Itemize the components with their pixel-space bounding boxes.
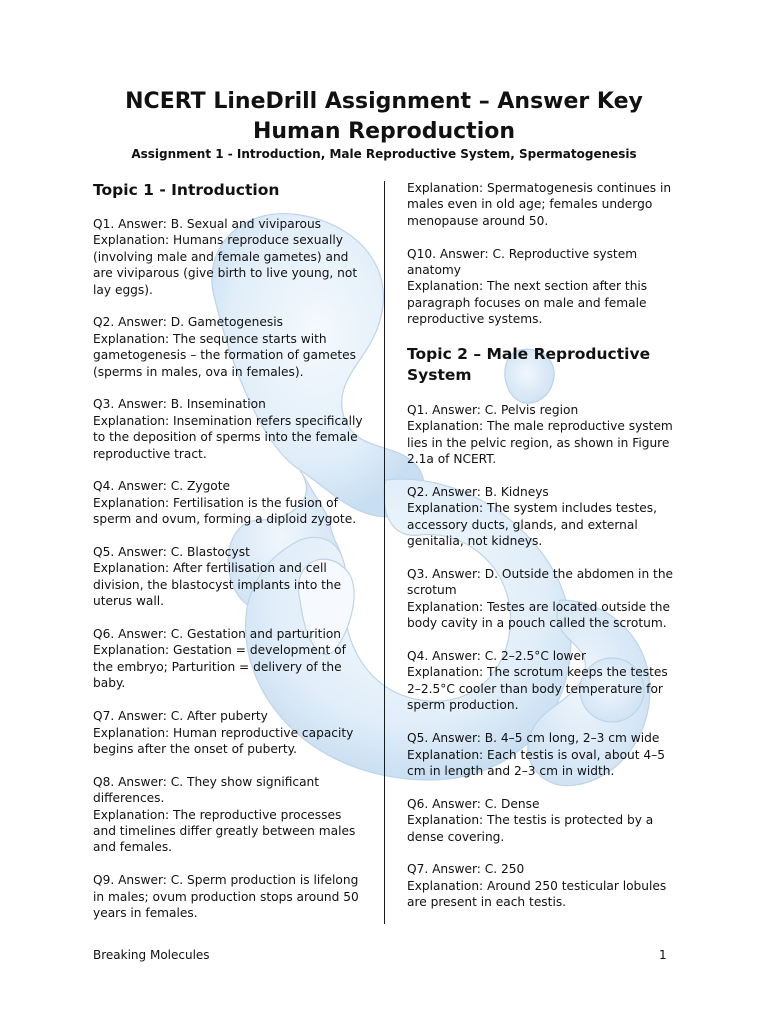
qa-item xyxy=(407,402,679,468)
qa-item xyxy=(93,774,365,856)
qa-item xyxy=(93,216,365,298)
answer-line: Q4. Answer: C. Zygote xyxy=(93,479,231,494)
explanation-line: Explanation: The male reproductive system lies in the pelvic region, as shown in Figure 2.1a of NCERT. xyxy=(407,419,673,467)
answer-line: Q7. Answer: C. 250 xyxy=(407,862,525,877)
qa-item xyxy=(93,544,365,610)
qa-item xyxy=(93,872,365,921)
answer-line: Q9. Answer: C. Sperm production is lifelong in males; ovum production stops around 50 years in females. xyxy=(93,873,359,920)
qa-item xyxy=(93,626,365,692)
topic1-heading: Topic 1 - Introduction xyxy=(93,181,280,199)
qa-item xyxy=(407,648,679,714)
qa-item-continued xyxy=(407,180,679,229)
answer-line: Q6. Answer: C. Gestation and parturition xyxy=(93,627,342,642)
document-subtitle: Assignment 1 - Introduction, Male Reproductive System, Spermatogenesis xyxy=(131,147,637,161)
page-number: 1 xyxy=(659,948,667,962)
left-column xyxy=(93,180,365,938)
explanation-line: Explanation: After fertilisation and cell division, the blastocyst implants into the uterus wall. xyxy=(93,561,342,609)
explanation-line: Explanation: Around 250 testicular lobules are present in each testis. xyxy=(407,878,667,910)
qa-item xyxy=(93,478,365,527)
qa-item xyxy=(93,314,365,380)
qa-item xyxy=(407,861,679,910)
answer-line: Q1. Answer: C. Pelvis region xyxy=(407,403,579,418)
qa-item xyxy=(407,566,679,632)
explanation-line: Explanation: The system includes testes, accessory ducts, glands, and external genitalia, not kidneys. xyxy=(407,501,658,549)
answer-line: Q5. Answer: B. 4–5 cm long, 2–3 cm wide xyxy=(407,731,660,746)
qa-item xyxy=(93,708,365,757)
answer-line: Q2. Answer: D. Gametogenesis xyxy=(93,315,283,330)
column-divider xyxy=(384,181,385,924)
right-column xyxy=(407,180,679,927)
explanation-line: Explanation: Human reproductive capacity begins after the onset of puberty. xyxy=(93,725,354,756)
footer-brand: Breaking Molecules xyxy=(93,948,210,962)
answer-line: Q3. Answer: D. Outside the abdomen in the scrotum xyxy=(407,567,674,598)
document-title: NCERT LineDrill Assignment – Answer Key xyxy=(125,89,643,114)
answer-line: Q8. Answer: C. They show significant differences. xyxy=(93,774,320,806)
answer-line: Q6. Answer: C. Dense xyxy=(407,796,540,811)
answer-line: Q1. Answer: B. Sexual and viviparous xyxy=(93,217,322,231)
explanation-line: Explanation: The reproductive processes and timelines differ greatly between males and females. xyxy=(93,807,356,855)
explanation-line: Explanation: Each testis is oval, about 4–5 cm in length and 2–3 cm in width. xyxy=(407,747,666,778)
qa-item xyxy=(93,396,365,462)
topic2-heading: Topic 2 – Male Reproductive System xyxy=(407,345,651,385)
explanation-line: Explanation: Gestation = development of the embryo; Parturition = delivery of the baby. xyxy=(93,643,346,691)
answer-line: Q2. Answer: B. Kidneys xyxy=(407,485,549,500)
explanation-line: Explanation: Fertilisation is the fusion of sperm and ovum, forming a diploid zygote. xyxy=(93,495,357,527)
explanation-line: Explanation: Humans reproduce sexually (involving male and female gametes) and are viviparous (give birth to live young, not lay eggs). xyxy=(93,233,358,297)
qa-item xyxy=(407,246,679,328)
qa-item xyxy=(407,796,679,845)
explanation-line: Explanation: Testes are located outside the body cavity in a pouch called the scrotum. xyxy=(407,599,671,631)
explanation-line: Explanation: The sequence starts with gametogenesis – the formation of gametes (sperms in males, ova in females). xyxy=(93,331,356,379)
answer-line: Q10. Answer: C. Reproductive system anatomy xyxy=(407,246,638,278)
explanation-line: Explanation: The testis is protected by a dense covering. xyxy=(407,813,654,844)
answer-line: Q3. Answer: B. Insemination xyxy=(93,397,266,412)
document-chapter-title: Human Reproduction xyxy=(252,119,516,144)
answer-line: Q4. Answer: C. 2–2.5°C lower xyxy=(407,649,587,664)
explanation-line: Explanation: The next section after this paragraph focuses on male and female reproductive systems. xyxy=(407,279,648,327)
answer-line: Q7. Answer: C. After puberty xyxy=(93,709,268,724)
qa-item xyxy=(407,730,679,779)
answer-line: Q5. Answer: C. Blastocyst xyxy=(93,545,250,560)
explanation-line: Explanation: Spermatogenesis continues in males even in old age; females undergo menopause around 50. xyxy=(407,181,672,228)
explanation-line: Explanation: Insemination refers specifically to the deposition of sperms into the female reproductive tract. xyxy=(93,413,363,461)
qa-item xyxy=(407,484,679,550)
explanation-line: Explanation: The scrotum keeps the testes 2–2.5°C cooler than body temperature for sperm production. xyxy=(407,665,668,713)
